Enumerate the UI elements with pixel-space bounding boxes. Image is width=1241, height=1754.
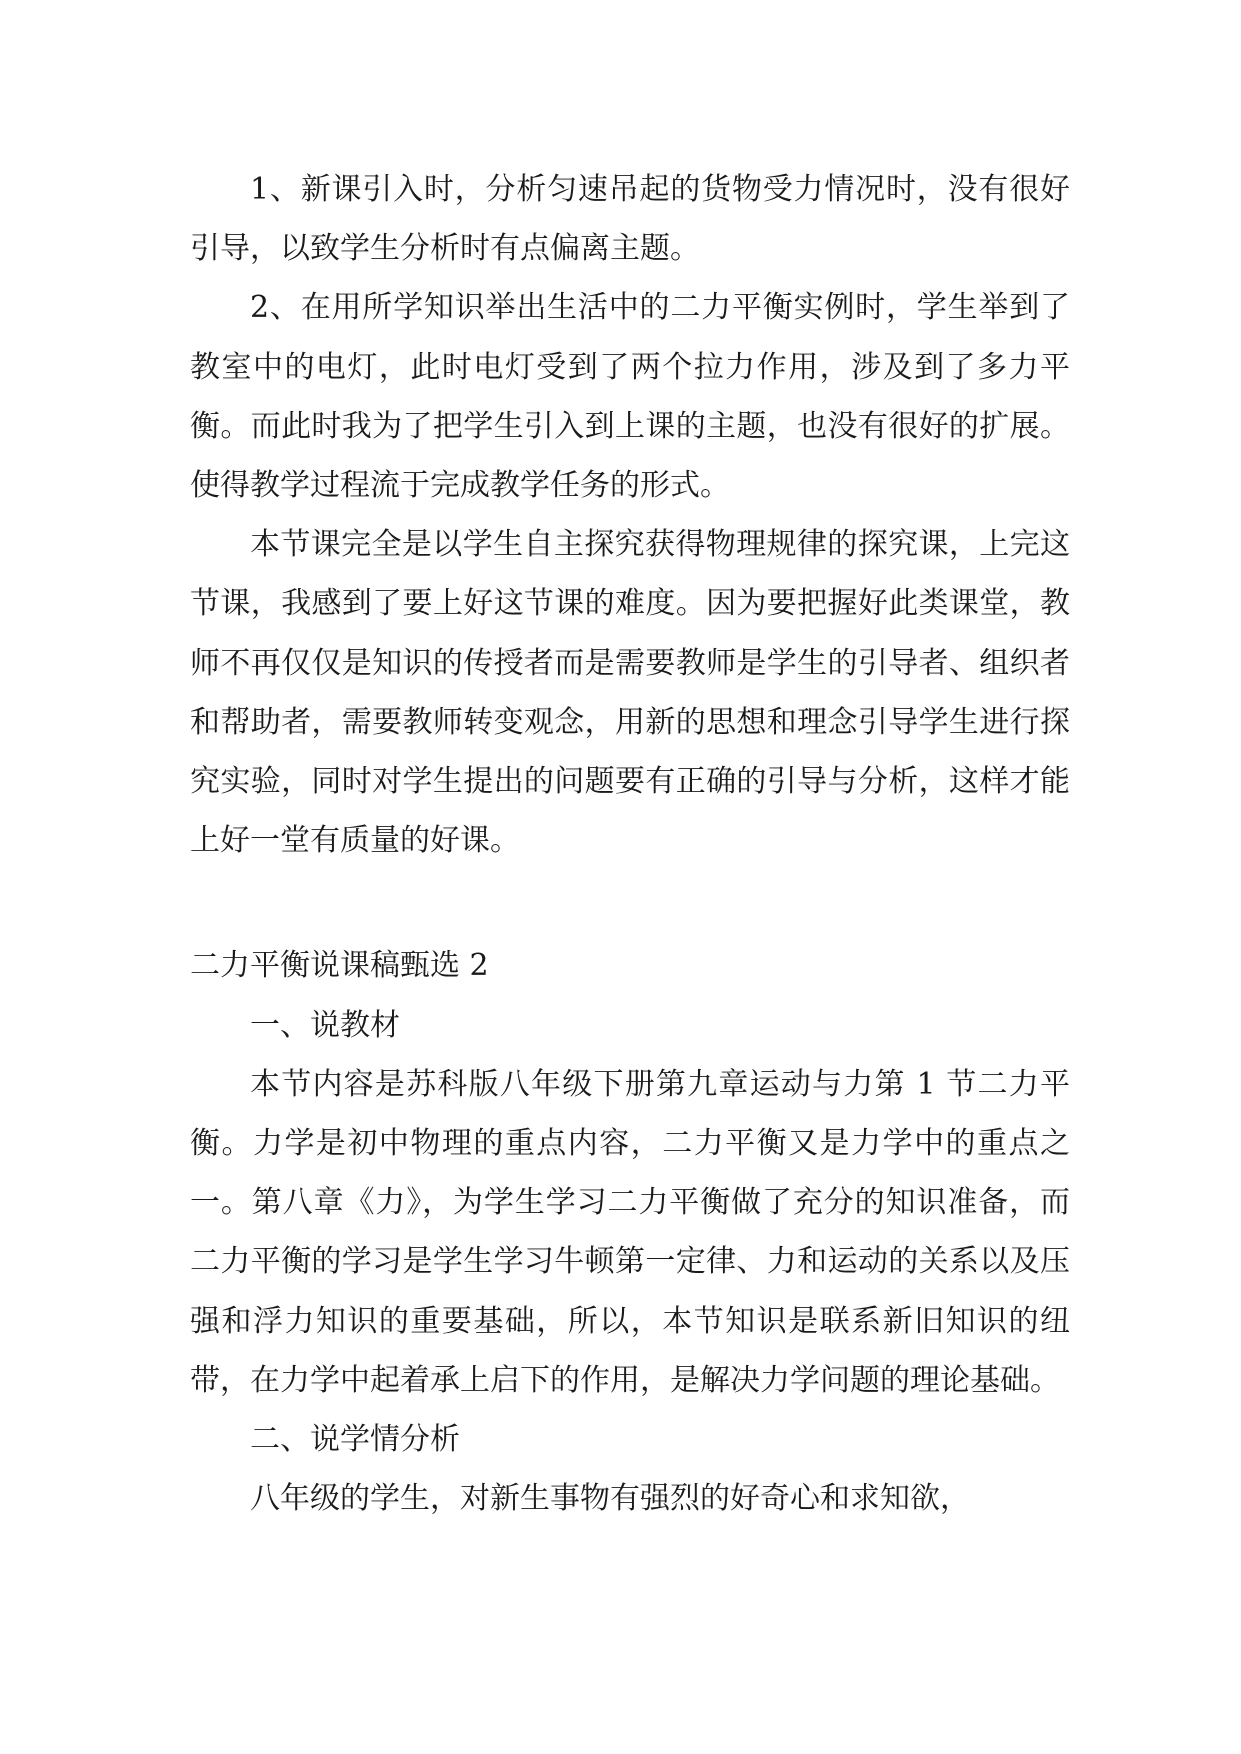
paragraph-reflection-1: 1、新课引入时，分析匀速吊起的货物受力情况时，没有很好引导，以致学生分析时有点偏离主题。 — [190, 172, 1070, 267]
paragraph-reflection-2: 2、在用所学知识举出生活中的二力平衡实例时，学生举到了教室中的电灯，此时电灯受到了两个拉力作用，涉及到了多力平衡。而此时我为了把学生引入到上课的主题，也没有很好的扩展。使得教学过程流于完成教学任务的形式。 — [190, 290, 1070, 504]
paragraph-teaching-material: 本节内容是苏科版八年级下册第九章运动与力第 1 节二力平衡。力学是初中物理的重点内容，二力平衡又是力学中的重点之一。第八章《力》，为学生学习二力平衡做了充分的知识准备，而二力平衡的学习是学生学习牛顿第一定律、力和运动的关系以及压强和浮力知识的重要基础，所以，本节知识是联系新旧知识的纽带，在力学中起着承上启下的作用，是解决力学问题的理论基础。 — [190, 1066, 1070, 1398]
section-title: 二力平衡说课稿甄选 2 — [190, 948, 489, 984]
paragraph-student-analysis: 八年级的学生，对新生事物有强烈的好奇心和求知欲， — [250, 1481, 970, 1517]
document-body — [190, 160, 1070, 1528]
subheading-teaching-material: 一、说教材 — [250, 1007, 400, 1043]
paragraph-summary: 本节课完全是以学生自主探究获得物理规律的探究课，上完这节课，我感到了要上好这节课的难度。因为要把握好此类课堂，教师不再仅仅是知识的传授者而是需要教师是学生的引导者、组织者和帮助者，需要教师转变观念，用新的思想和理念引导学生进行探究实验，同时对学生提出的问题要有正确的引导与分析，这样才能上好一堂有质量的好课。 — [190, 527, 1070, 859]
subheading-student-analysis: 二、说学情分析 — [250, 1422, 460, 1458]
